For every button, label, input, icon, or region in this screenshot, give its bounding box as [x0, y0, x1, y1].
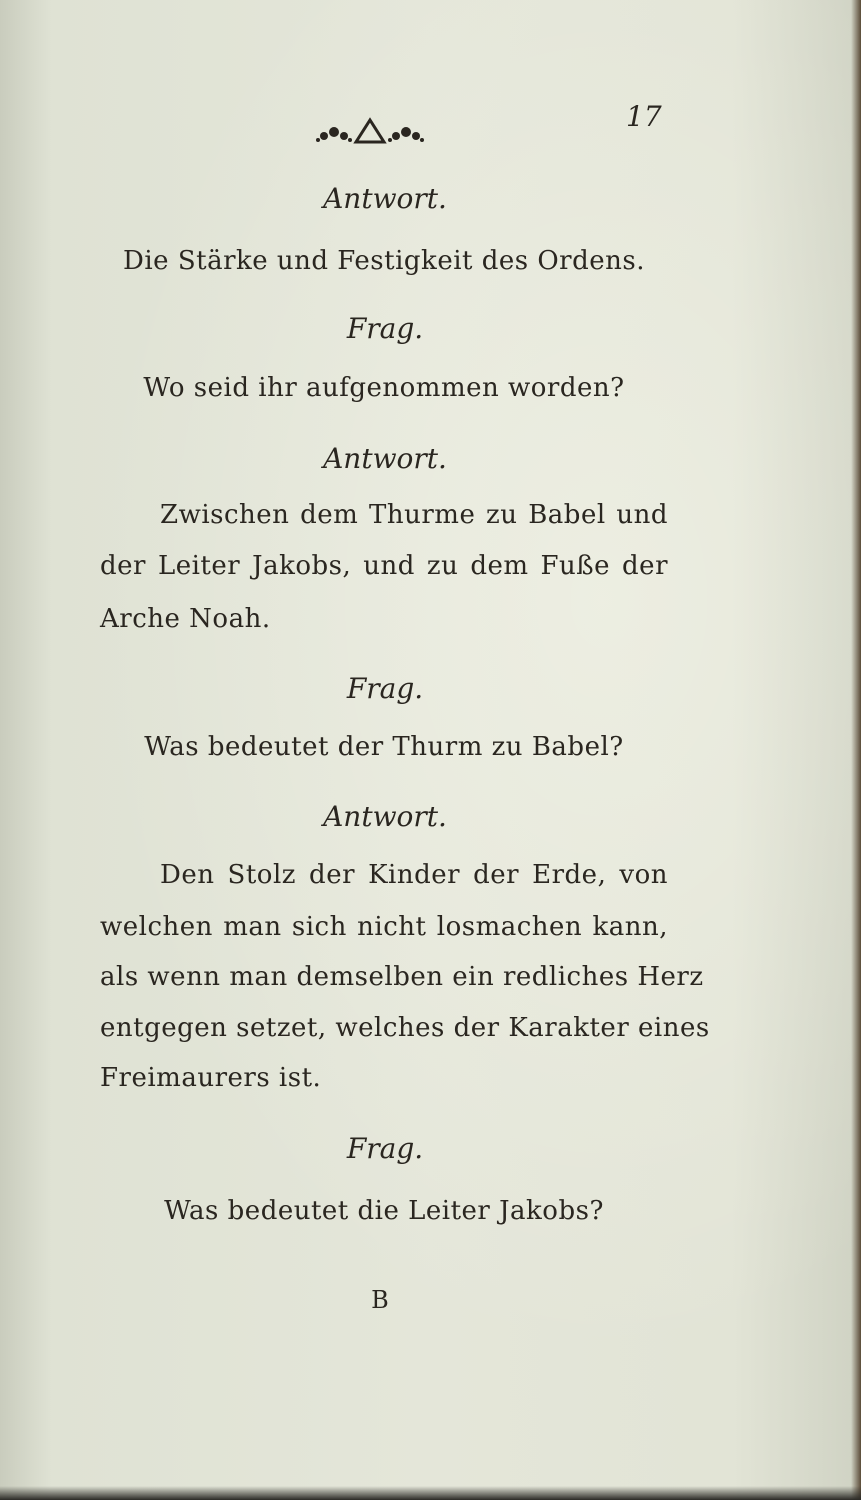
heading-frag: Frag. [346, 1132, 424, 1165]
text-line: der Leiter Jakobs, und zu dem Fuße der [100, 551, 668, 581]
page-bottom-edge [0, 1486, 861, 1500]
text-line: Arche Noah. [100, 604, 271, 634]
text-line: Was bedeutet die Leiter Jakobs? [164, 1196, 604, 1226]
page-spine-shadow [851, 0, 861, 1500]
heading-antwort: Antwort. [323, 442, 447, 475]
text-line: Die Stärke und Festigkeit des Ordens. [123, 246, 645, 276]
text-line: welchen man sich nicht losmachen kann, [100, 912, 668, 942]
text-line: Wo seid ihr aufgenommen worden? [143, 373, 625, 403]
text-line: Freimaurers ist. [100, 1063, 322, 1093]
text-line: als wenn man demselben ein redliches Herz [100, 962, 704, 992]
heading-frag: Frag. [346, 312, 424, 345]
signature-mark: B [371, 1286, 389, 1314]
page-number: 17 [626, 100, 662, 133]
heading-frag: Frag. [346, 672, 424, 705]
text-line: Zwischen dem Thurme zu Babel und [160, 500, 668, 530]
text-line: entgegen setzet, welches der Karakter eines [100, 1013, 710, 1043]
triangle-ornament-icon [310, 112, 430, 152]
text-line: Was bedeutet der Thurm zu Babel? [144, 732, 624, 762]
heading-antwort: Antwort. [323, 182, 447, 215]
heading-antwort: Antwort. [323, 800, 447, 833]
text-line: Den Stolz der Kinder der Erde, von [160, 860, 668, 890]
